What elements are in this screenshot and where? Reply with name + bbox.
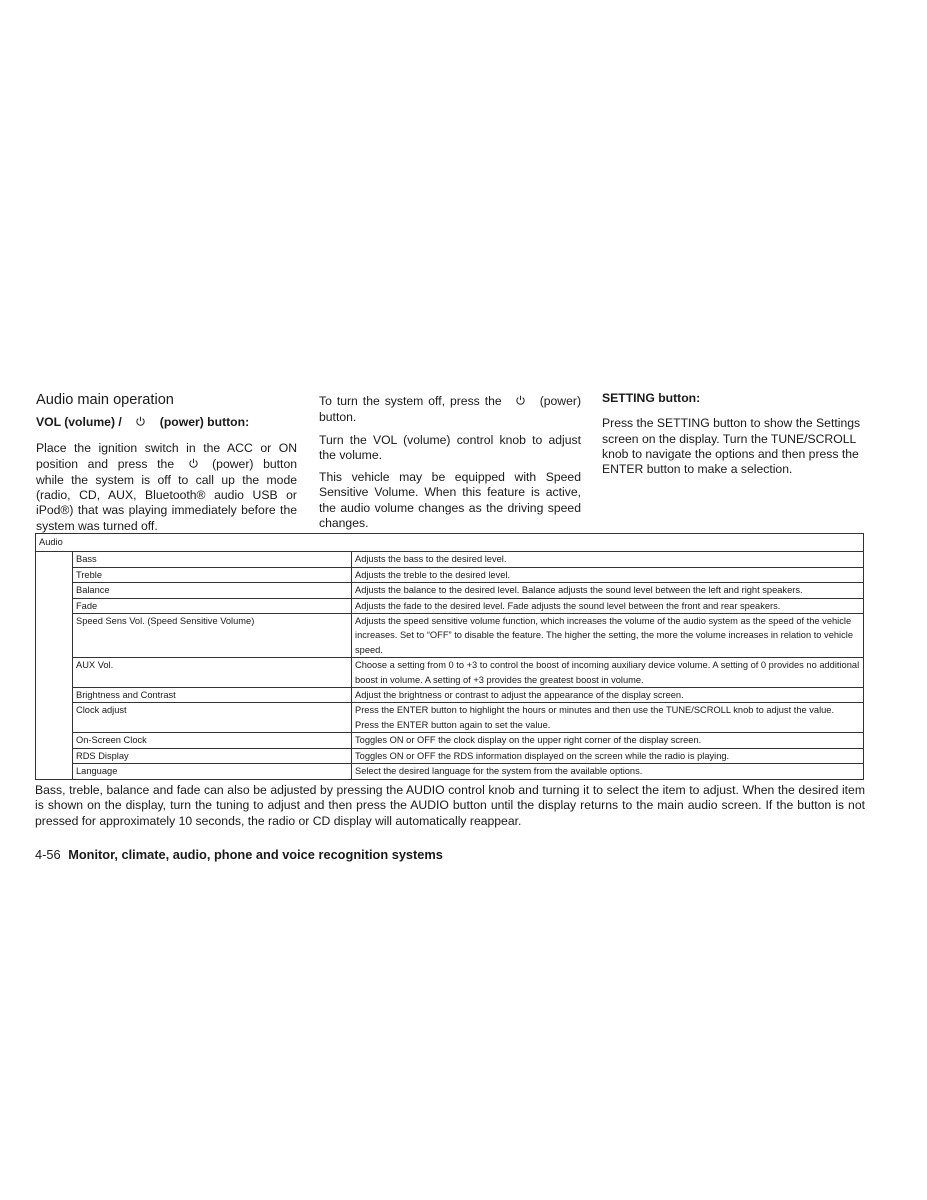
subhead-text-before: VOL (volume) /	[36, 415, 122, 429]
section-title: Audio main operation	[36, 392, 174, 408]
page-number: 4-56	[35, 847, 61, 862]
page-footer	[35, 847, 443, 862]
p1-text-after: (power) button.	[319, 394, 581, 425]
setting-item-cell: Fade	[73, 598, 352, 613]
table-row	[36, 748, 864, 763]
setting-item-cell: Speed Sens Vol. (Speed Sensitive Volume)	[73, 614, 352, 658]
setting-item-cell: On-Screen Clock	[73, 733, 352, 748]
setting-description-cell: Choose a setting from 0 to +3 to control the boost of incoming auxiliary device volume. A setting of 0 provides no additional boost in volume. A setting of +3 provides the greatest boost in volume.	[352, 658, 864, 688]
table-row	[36, 688, 864, 703]
column-audio-main-operation	[36, 392, 297, 541]
setting-item-cell: RDS Display	[73, 748, 352, 763]
volume-knob-paragraph: Turn the VOL (volume) control knob to adjust the volume.	[319, 432, 581, 462]
table-row	[36, 733, 864, 748]
setting-item-cell: Balance	[73, 583, 352, 598]
setting-description-cell: Adjusts the treble to the desired level.	[352, 567, 864, 582]
setting-item-cell: Clock adjust	[73, 703, 352, 733]
setting-description-cell: Press the ENTER button to highlight the hours or minutes and then use the TUNE/SCROLL knob to adjust the value. Press the ENTER button again to set the value.	[352, 703, 864, 733]
table-row	[36, 658, 864, 688]
setting-description-cell: Adjusts the bass to the desired level.	[352, 552, 864, 567]
setting-description-cell: Adjusts the fade to the desired level. Fade adjusts the sound level between the front and rear speakers.	[352, 598, 864, 613]
setting-button-paragraph: Press the SETTING button to show the Settings screen on the display. Turn the TUNE/SCROLL knob to navigate the options and then press the ENTER button to make a selection.	[602, 416, 861, 477]
p1-text-before: To turn the system off, press the	[319, 394, 502, 408]
speed-sensitive-paragraph: This vehicle may be equipped with Speed Sensitive Volume. When this feature is active, the audio volume changes as the driving speed changes.	[319, 470, 581, 531]
table-row	[36, 552, 864, 567]
setting-item-cell: Bass	[73, 552, 352, 567]
chapter-title: Monitor, climate, audio, phone and voice recognition systems	[68, 847, 443, 862]
power-icon	[122, 416, 160, 431]
table-header-cell: Audio	[36, 534, 864, 552]
setting-item-cell: Treble	[73, 567, 352, 582]
setting-description-cell: Adjust the brightness or contrast to adjust the appearance of the display screen.	[352, 688, 864, 703]
ignition-paragraph	[36, 441, 297, 534]
setting-item-cell: AUX Vol.	[73, 658, 352, 688]
setting-description-cell: Select the desired language for the system from the available options.	[352, 764, 864, 779]
subhead-text-after: (power) button:	[159, 415, 250, 429]
column-setting-button	[602, 391, 865, 484]
turn-off-paragraph	[319, 394, 581, 426]
setting-button-heading: SETTING button:	[602, 391, 701, 405]
power-icon	[174, 458, 212, 473]
table-row	[36, 764, 864, 779]
setting-description-cell: Toggles ON or OFF the clock display on the upper right corner of the display screen.	[352, 733, 864, 748]
setting-description-cell: Adjusts the speed sensitive volume function, which increases the volume of the audio system as the speed of the vehicle increases. Set to “OFF” to disable the feature. The higher the setting, the more the volume increases in relation to vehicle speed.	[352, 614, 864, 658]
setting-item-cell: Brightness and Contrast	[73, 688, 352, 703]
para-text-after: (power) button while the system is off to call up the mode (radio, CD, AUX, Bluetooth® audio USB or iPod®) that was playing immediately before the system was turned off.	[36, 456, 297, 533]
setting-description-cell: Adjusts the balance to the desired level. Balance adjusts the sound level between the left and right speakers.	[352, 583, 864, 598]
power-icon	[502, 395, 540, 410]
table-indent-cell	[36, 552, 73, 779]
table-row	[36, 583, 864, 598]
vol-power-subheading	[36, 415, 297, 431]
column-power-volume	[319, 394, 581, 538]
setting-description-cell: Toggles ON or OFF the RDS information displayed on the screen while the radio is playing.	[352, 748, 864, 763]
table-row	[36, 567, 864, 582]
setting-item-cell: Language	[73, 764, 352, 779]
table-row	[36, 598, 864, 613]
table-header-row	[36, 534, 864, 552]
adjustment-note-paragraph: Bass, treble, balance and fade can also be adjusted by pressing the AUDIO control knob and turning it to select the item to adjust. When the desired item is shown on the display, turn the tuning to adjust and then press the AUDIO button until the display returns to the main audio screen. If the button is not pressed for approximately 10 seconds, the radio or CD display will automatically reappear.	[35, 783, 865, 828]
para-text-before: Place the ignition switch in the ACC or ON position and press the	[36, 441, 297, 471]
table-row	[36, 614, 864, 658]
table-row	[36, 703, 864, 733]
audio-settings-table	[35, 533, 864, 780]
